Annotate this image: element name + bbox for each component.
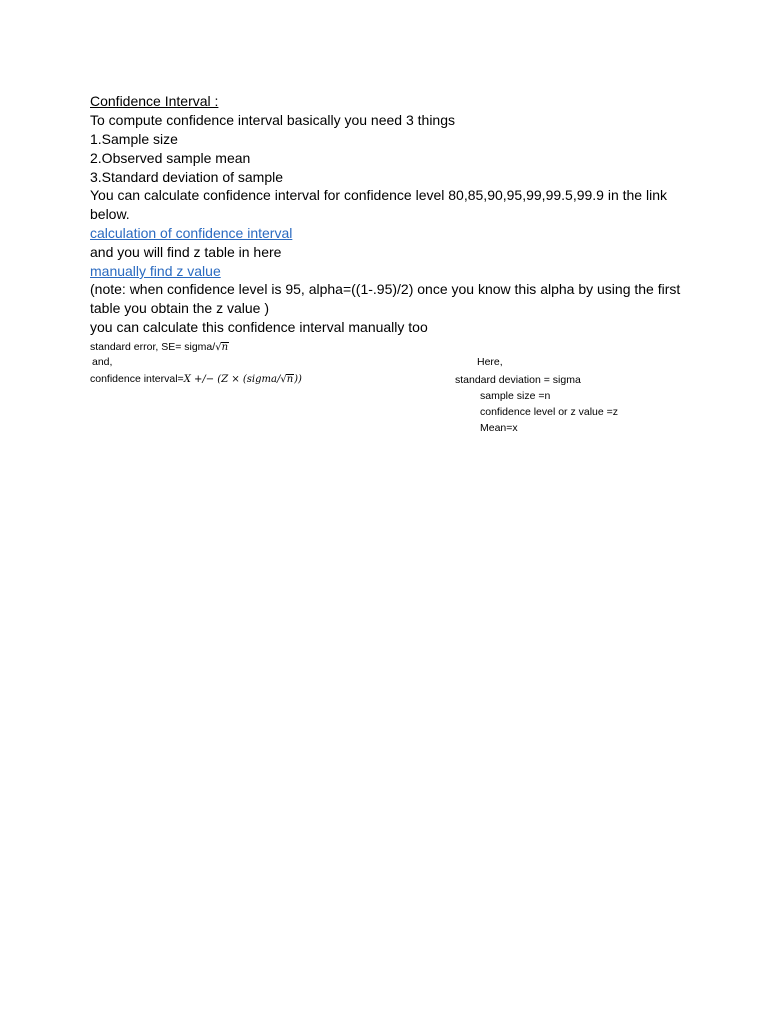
ci-formula-start: X +/− (Z × (sigma/ [183, 374, 281, 385]
legend-mean: Mean=x [480, 422, 518, 434]
legend-z-value: confidence level or z value =z [480, 406, 619, 418]
note-text-continued: table you obtain the z value ) [90, 300, 270, 316]
levels-text-continued: below. [90, 206, 130, 222]
note-text: (note: when confidence level is 95, alpha=((1-.95)/2) once you know this alpha by using the first [90, 281, 681, 297]
levels-text: You can calculate confidence interval for confidence level 80,85,90,95,99,99.5,99.9 in the link [90, 187, 667, 203]
legend-sample-size: sample size =n [480, 390, 551, 402]
list-item-sample-mean: 2.Observed sample mean [90, 150, 251, 166]
list-item-std-dev: 3.Standard deviation of sample [90, 169, 284, 185]
se-n-variable: n [221, 342, 229, 353]
find-z-value-link[interactable]: manually find z value [90, 263, 221, 279]
ci-n-variable: n [286, 374, 294, 385]
and-text: and, [92, 356, 113, 368]
ci-formula-end: )) [294, 374, 302, 385]
z-table-text: and you will find z table in here [90, 244, 282, 260]
manual-calc-text: you can calculate this confidence interval manually too [90, 319, 428, 335]
legend-standard-deviation: standard deviation = sigma [455, 374, 581, 386]
calculation-link[interactable]: calculation of confidence interval [90, 225, 293, 241]
confidence-interval-formula [90, 372, 302, 387]
intro-text: To compute confidence interval basically you need 3 things [90, 112, 455, 128]
legend-here: Here, [477, 356, 503, 368]
ci-sqrt-sign: √ [280, 374, 287, 385]
heading: Confidence Interval : [90, 93, 219, 109]
sqrt-sign: √ [215, 342, 222, 353]
standard-error-formula [90, 340, 229, 355]
list-item-sample-size: 1.Sample size [90, 131, 178, 147]
se-label: standard error, SE= sigma/ [90, 341, 216, 353]
ci-label: confidence interval= [90, 373, 184, 385]
